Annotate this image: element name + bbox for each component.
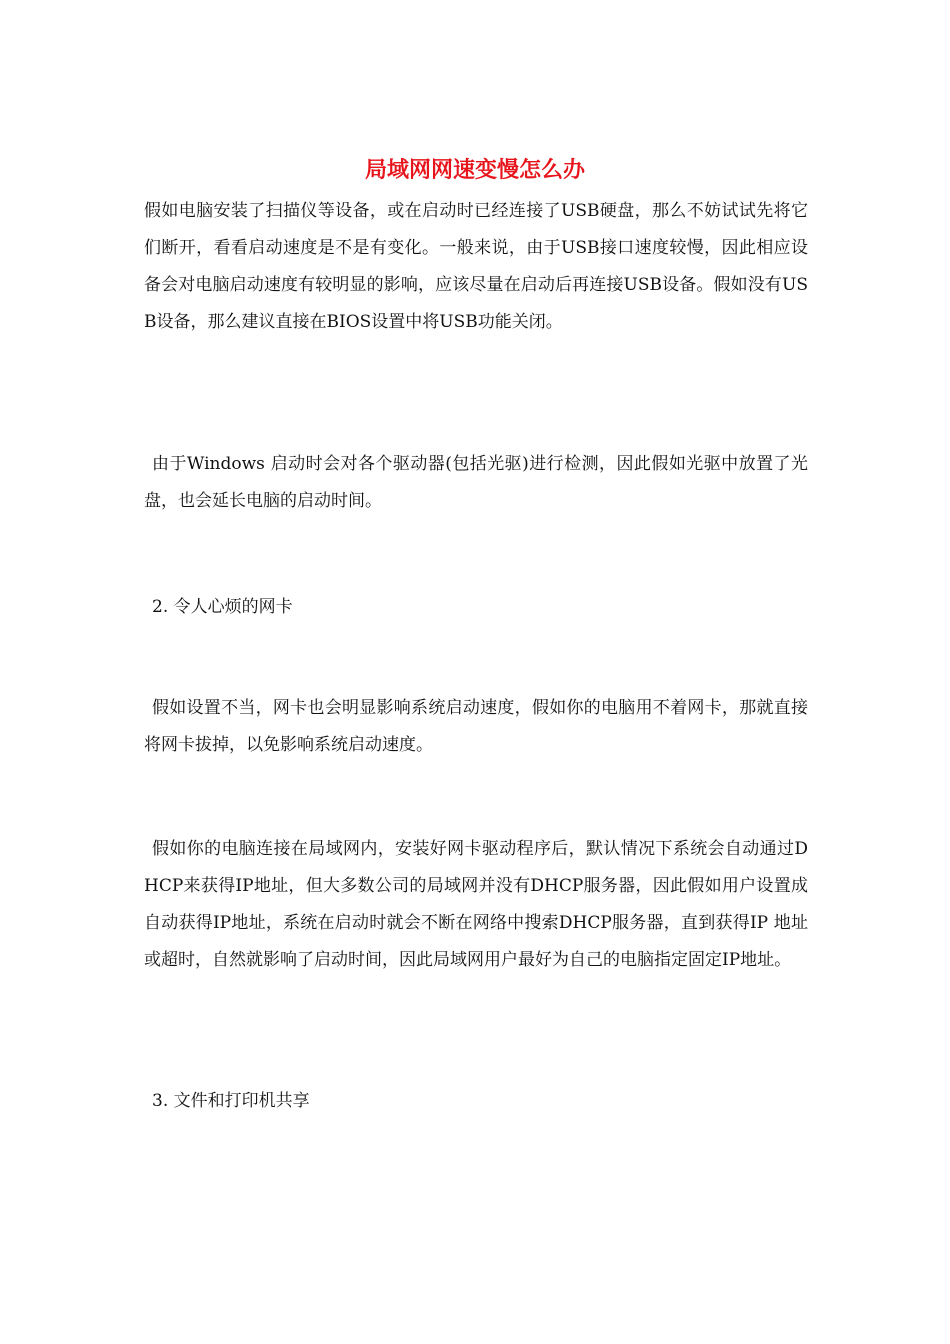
paragraph-usb-devices: 假如电脑安装了扫描仪等设备，或在启动时已经连接了USB硬盘，那么不妨试试先将它们断开，看看启动速度是不是有变化。一般来说，由于USB接口速度较慢，因此相应设备会对电脑启动速度有较明显的影响，应该尽量在启动后再连接USB设备。假如没有USB设备，那么建议直接在BIOS设置中将USB功能关闭。 [144, 201, 808, 332]
document-title: 局域网网速变慢怎么办 [364, 157, 585, 183]
section-heading-file-printer-sharing: 3. 文件和打印机共享 [152, 1091, 310, 1111]
paragraph-optical-drive: 由于Windows 启动时会对各个驱动器(包括光驱)进行检测，因此假如光驱中放置了光盘，也会延长电脑的启动时间。 [144, 454, 808, 511]
paragraph-network-card-setting: 假如设置不当，网卡也会明显影响系统启动速度，假如你的电脑用不着网卡，那就直接将网卡拔掉，以免影响系统启动速度。 [144, 698, 808, 755]
section-heading-network-card: 2. 令人心烦的网卡 [152, 597, 293, 617]
paragraph-dhcp-ip: 假如你的电脑连接在局域网内，安装好网卡驱动程序后，默认情况下系统会自动通过DHCP来获得IP地址，但大多数公司的局域网并没有DHCP服务器，因此假如用户设置成自动获得IP地址，系统在启动时就会不断在网络中搜索DHCP服务器，直到获得IP 地址或超时，自然就影响了启动时间，因此局域网用户最好为自己的电脑指定固定IP地址。 [144, 839, 808, 970]
